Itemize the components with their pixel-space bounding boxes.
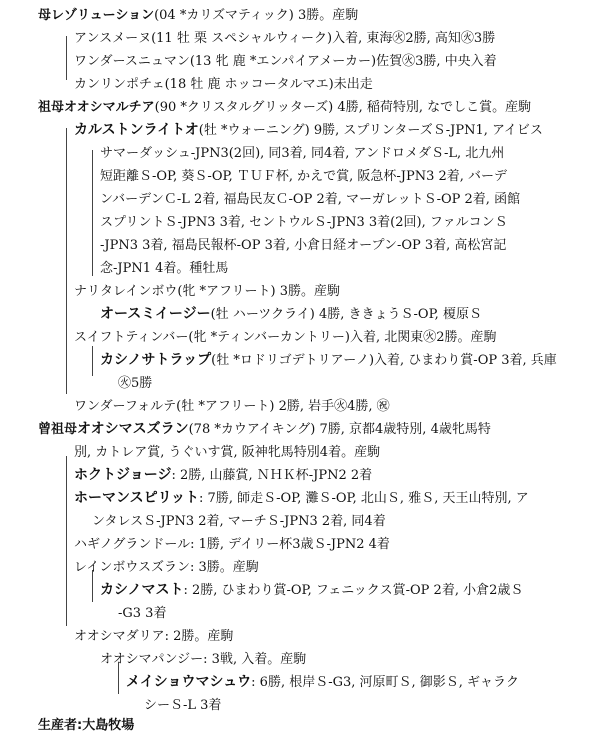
- dam-detail: (04 *カリズマティック) 3勝。産駒: [154, 8, 359, 23]
- dam-offspring-2: ワンダースニュマン(13 牝 鹿 *エンパイアメーカー)佐賀㊋3勝, 中央入着: [74, 54, 497, 69]
- kalston-detail-2: サマーダッシュ-JPN3(2回), 同3着, 同4着, アンドロメダＳ-L, 北九州: [100, 146, 505, 161]
- great-granddam-detail-2: 別, カトレア賞, うぐいす賞, 阪神牝馬特別4着。産駒: [74, 445, 381, 460]
- kalston-detail-6: -JPN3 3着, 福島民報杯-OP 3着, 小倉日経オープン-OP 3着, 高松宮記: [100, 238, 507, 253]
- kalston-detail-3: 短距離Ｓ-OP, 葵Ｓ-OP, ＴＵＦ杯, かえで賞, 阪急杯-JPN3 2着, バーデ: [100, 169, 508, 184]
- meisho-mashu-name: メイショウマシュウ: [126, 674, 252, 690]
- swift-timber-entry: スイフトティンバー(牝 *ティンバーカントリー)入着, 北関東㊋2勝。産駒: [74, 330, 497, 345]
- homan-spirit-detail-2: ンタレスＳ-JPN3 2着, マーチＳ-JPN3 2着, 同4着: [92, 514, 386, 529]
- dam-offspring-rail: [66, 36, 67, 80]
- osumi-easy-detail: (牡 ハーツクライ) 4勝, ききょうＳ-OP, 榎原Ｓ: [210, 307, 482, 322]
- dam-offspring-1: アンスメーヌ(11 牡 栗 スペシャルウィーク)入着, 東海㊋2勝, 高知㊋3勝: [74, 31, 496, 46]
- osumi-easy-name: オースミイージー: [100, 306, 211, 322]
- kashino-mast-detail: : 2勝, ひまわり賞-OP, フェニックス賞-OP 2着, 小倉2歳Ｓ: [183, 583, 524, 598]
- osumi-easy-entry: [100, 303, 578, 326]
- great-granddam-entry: [38, 418, 578, 441]
- kalston-light-o-entry: [74, 119, 578, 142]
- kashino-satrap-name: カシノサトラップ: [100, 352, 212, 368]
- kalston-name: カルストンライトオ: [74, 122, 199, 138]
- kashino-mast-entry: [100, 579, 578, 602]
- oshima-dahlia-entry: オオシマダリア: 2勝。産駒: [74, 629, 234, 644]
- hokuto-george-entry: [74, 464, 578, 487]
- granddam-label: 祖母オオシマルチア: [38, 100, 155, 115]
- dam-entry: [38, 4, 578, 27]
- narita-rainbow-entry: ナリタレインボウ(牝 *アフリート) 3勝。産駒: [74, 284, 341, 299]
- granddam-detail: (90 *クリスタルグリッターズ) 4勝, 稲荷特別, なでしこ賞。産駒: [154, 100, 532, 115]
- dam-offspring-3: カンリンポチェ(18 牡 鹿 ホッコータルマエ)未出走: [74, 77, 373, 92]
- kashino-satrap-detail-2: ㊋5勝: [118, 376, 153, 391]
- producer: 生産者:大島牧場: [38, 718, 135, 733]
- meisho-mashu-detail-2: シーＳ-L 3着: [144, 698, 222, 713]
- kalston-detail-4: ンバーデンＣ-L 2着, 福島民友Ｃ-OP 2着, マーガレットＳ-OP 2着, 函館: [100, 192, 521, 207]
- meisho-mashu-entry: [126, 671, 578, 694]
- dam-label: 母レゾリューション: [38, 8, 155, 23]
- kalston-detail-1: (牡 *ウォーニング) 9勝, スプリンターズＳ-JPN1, アイビス: [198, 123, 543, 138]
- hokuto-george-detail: : 2勝, 山藤賞, ＮＨＫ杯-JPN2 2着: [171, 468, 373, 483]
- great-granddam-detail: (78 *カウアイキング) 7勝, 京都4歳特別, 4歳牝馬特: [188, 422, 491, 437]
- granddam-offspring-rail: [66, 128, 67, 394]
- wonder-forte-entry: ワンダーフォルテ(牡 *アフリート) 2勝, 岩手㊋4勝, ㊗: [74, 399, 390, 414]
- swift-timber-rail: [92, 346, 93, 376]
- homan-spirit-name: ホーマンスピリット: [74, 490, 200, 506]
- great-granddam-name: オオシマスズラン: [77, 421, 189, 437]
- kalston-detail-7: 念-JPN1 4着。種牡馬: [100, 261, 229, 276]
- granddam-entry: [38, 96, 578, 119]
- kalston-rail: [92, 150, 93, 276]
- meisho-mashu-detail: : 6勝, 根岸Ｓ-G3, 河原町Ｓ, 御影Ｓ, ギャラク: [251, 675, 520, 690]
- kashino-satrap-entry: [100, 349, 578, 372]
- hokuto-george-name: ホクトジョージ: [74, 467, 172, 483]
- homan-spirit-entry: [74, 487, 578, 510]
- homan-spirit-detail: : 7勝, 師走Ｓ-OP, 灘Ｓ-OP, 北山Ｓ, 雅Ｓ, 天王山特別, ア: [199, 491, 529, 506]
- great-granddam-rail: [66, 456, 67, 626]
- kashino-mast-name: カシノマスト: [100, 582, 184, 598]
- kalston-detail-5: スプリントＳ-JPN3 3着, セントウルＳ-JPN3 3着(2回), ファルコンＳ: [100, 215, 508, 230]
- great-granddam-label: 曾祖母: [38, 422, 78, 437]
- hagino-grandor-entry: ハギノグランドール: 1勝, デイリー杯3歳Ｓ-JPN2 4着: [74, 537, 390, 552]
- oshima-pansy-entry: オオシマパンジー: 3戦, 入着。産駒: [100, 652, 307, 667]
- rainbow-suzuran-entry: レインボウスズラン: 3勝。産駒: [74, 560, 259, 575]
- kashino-mast-detail-2: -G3 3着: [118, 606, 167, 621]
- kashino-satrap-detail-1: (牡 *ロドリゴデトリアーノ)入着, ひまわり賞-OP 3着, 兵庫: [211, 353, 557, 368]
